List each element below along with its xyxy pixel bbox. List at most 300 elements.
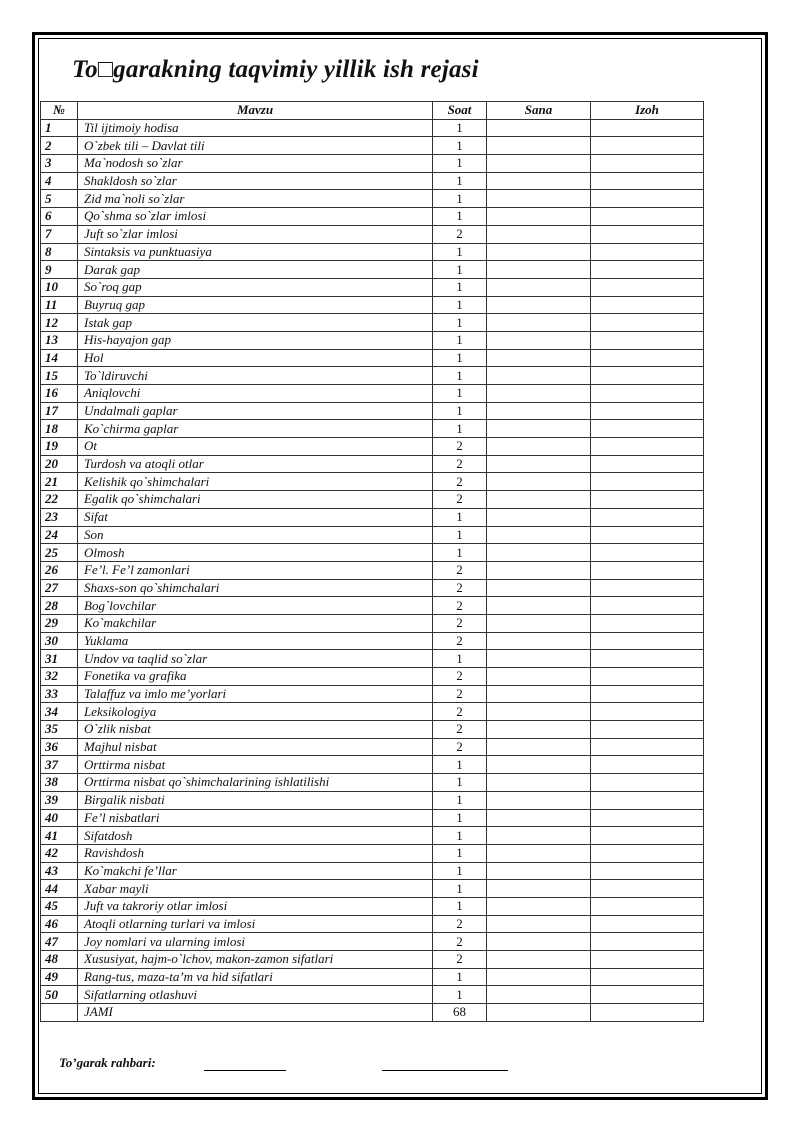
row-number: 30 — [41, 632, 78, 650]
row-number: 24 — [41, 526, 78, 544]
row-date — [487, 208, 591, 226]
row-topic: Leksikologiya — [78, 703, 433, 721]
row-date — [487, 703, 591, 721]
row-note — [591, 968, 704, 986]
row-note — [591, 703, 704, 721]
row-number: 11 — [41, 296, 78, 314]
table-row — [41, 438, 704, 456]
row-note — [591, 668, 704, 686]
row-number: 16 — [41, 385, 78, 403]
table-row — [41, 473, 704, 491]
row-note — [591, 172, 704, 190]
row-date — [487, 756, 591, 774]
row-date — [487, 331, 591, 349]
row-date — [487, 455, 591, 473]
row-hours: 1 — [433, 968, 487, 986]
row-date — [487, 544, 591, 562]
row-topic: Darak gap — [78, 261, 433, 279]
row-date — [487, 844, 591, 862]
row-hours: 1 — [433, 756, 487, 774]
row-date — [487, 614, 591, 632]
header-number: № — [41, 102, 78, 120]
row-note — [591, 349, 704, 367]
row-note — [591, 632, 704, 650]
row-topic: Fe’l nisbatlari — [78, 809, 433, 827]
row-number: 42 — [41, 844, 78, 862]
table-row — [41, 933, 704, 951]
table-row — [41, 190, 704, 208]
row-hours: 1 — [433, 809, 487, 827]
row-topic: Ko`makchi fe’llar — [78, 862, 433, 880]
header-topic: Mavzu — [78, 102, 433, 120]
row-date — [487, 367, 591, 385]
row-date — [487, 438, 591, 456]
table-row — [41, 809, 704, 827]
row-note — [591, 137, 704, 155]
row-topic: Shakldosh so`zlar — [78, 172, 433, 190]
table-row — [41, 296, 704, 314]
row-topic: Kelishik qo`shimchalari — [78, 473, 433, 491]
row-number: 12 — [41, 314, 78, 332]
row-topic: Bog`lovchilar — [78, 597, 433, 615]
row-date — [487, 862, 591, 880]
row-date — [487, 349, 591, 367]
row-hours: 2 — [433, 561, 487, 579]
row-number: 5 — [41, 190, 78, 208]
row-topic: Sifat — [78, 508, 433, 526]
row-number: 39 — [41, 791, 78, 809]
row-number: 46 — [41, 915, 78, 933]
row-hours: 2 — [433, 225, 487, 243]
table-row — [41, 668, 704, 686]
row-date — [487, 119, 591, 137]
table-header-row — [41, 102, 704, 120]
row-hours: 1 — [433, 208, 487, 226]
table-row — [41, 579, 704, 597]
row-date — [487, 296, 591, 314]
header-hours: Soat — [433, 102, 487, 120]
row-number: 49 — [41, 968, 78, 986]
row-number: 29 — [41, 614, 78, 632]
row-hours: 1 — [433, 137, 487, 155]
row-note — [591, 650, 704, 668]
row-hours: 2 — [433, 632, 487, 650]
row-hours: 1 — [433, 650, 487, 668]
row-hours: 1 — [433, 119, 487, 137]
row-topic: Shaxs-son qo`shimchalari — [78, 579, 433, 597]
table-row — [41, 526, 704, 544]
signature-line — [204, 1070, 286, 1071]
total-number — [41, 1004, 78, 1022]
row-number: 7 — [41, 225, 78, 243]
row-number: 4 — [41, 172, 78, 190]
row-topic: Aniqlovchi — [78, 385, 433, 403]
row-topic: Undalmali gaplar — [78, 402, 433, 420]
row-hours: 1 — [433, 791, 487, 809]
row-topic: Ma`nodosh so`zlar — [78, 155, 433, 173]
table-row — [41, 915, 704, 933]
row-date — [487, 385, 591, 403]
row-date — [487, 155, 591, 173]
table-row — [41, 632, 704, 650]
row-date — [487, 225, 591, 243]
row-number: 22 — [41, 491, 78, 509]
row-note — [591, 243, 704, 261]
row-note — [591, 791, 704, 809]
row-hours: 2 — [433, 668, 487, 686]
row-date — [487, 951, 591, 969]
row-date — [487, 738, 591, 756]
row-note — [591, 561, 704, 579]
page-title: To□garakning taqvimiy yillik ish rejasi — [72, 56, 479, 83]
row-number: 9 — [41, 261, 78, 279]
table-row — [41, 561, 704, 579]
table-row — [41, 225, 704, 243]
row-hours: 1 — [433, 296, 487, 314]
table-row — [41, 544, 704, 562]
table-row — [41, 331, 704, 349]
table-row — [41, 703, 704, 721]
row-number: 26 — [41, 561, 78, 579]
row-topic: Birgalik nisbati — [78, 791, 433, 809]
row-date — [487, 137, 591, 155]
row-note — [591, 420, 704, 438]
row-number: 3 — [41, 155, 78, 173]
table-row — [41, 774, 704, 792]
table-row — [41, 491, 704, 509]
table-row — [41, 827, 704, 845]
row-date — [487, 402, 591, 420]
row-note — [591, 278, 704, 296]
table-row — [41, 402, 704, 420]
table-row — [41, 508, 704, 526]
table-row — [41, 650, 704, 668]
row-date — [487, 774, 591, 792]
row-hours: 2 — [433, 915, 487, 933]
row-hours: 1 — [433, 172, 487, 190]
row-note — [591, 225, 704, 243]
row-note — [591, 721, 704, 739]
row-date — [487, 986, 591, 1004]
row-note — [591, 402, 704, 420]
row-date — [487, 597, 591, 615]
row-note — [591, 314, 704, 332]
row-note — [591, 614, 704, 632]
row-note — [591, 367, 704, 385]
row-hours: 1 — [433, 155, 487, 173]
row-note — [591, 331, 704, 349]
row-topic: Orttirma nisbat — [78, 756, 433, 774]
row-date — [487, 827, 591, 845]
table-row — [41, 897, 704, 915]
row-date — [487, 933, 591, 951]
table-row — [41, 968, 704, 986]
row-hours: 2 — [433, 703, 487, 721]
table-row — [41, 420, 704, 438]
row-hours: 2 — [433, 738, 487, 756]
row-date — [487, 968, 591, 986]
table-row — [41, 208, 704, 226]
row-number: 37 — [41, 756, 78, 774]
row-topic: So`roq gap — [78, 278, 433, 296]
row-note — [591, 385, 704, 403]
row-number: 43 — [41, 862, 78, 880]
row-date — [487, 809, 591, 827]
row-note — [591, 597, 704, 615]
row-hours: 1 — [433, 331, 487, 349]
row-note — [591, 455, 704, 473]
table-row — [41, 119, 704, 137]
row-note — [591, 296, 704, 314]
row-topic: To`ldiruvchi — [78, 367, 433, 385]
row-hours: 1 — [433, 190, 487, 208]
row-topic: Joy nomlari va ularning imlosi — [78, 933, 433, 951]
row-hours: 1 — [433, 774, 487, 792]
table-row — [41, 314, 704, 332]
row-date — [487, 791, 591, 809]
row-topic: Buyruq gap — [78, 296, 433, 314]
row-hours: 1 — [433, 862, 487, 880]
row-number: 35 — [41, 721, 78, 739]
row-date — [487, 473, 591, 491]
row-date — [487, 721, 591, 739]
row-topic: Ravishdosh — [78, 844, 433, 862]
table-row — [41, 738, 704, 756]
row-hours: 1 — [433, 402, 487, 420]
row-hours: 1 — [433, 278, 487, 296]
row-hours: 1 — [433, 243, 487, 261]
table-body — [41, 119, 704, 1021]
row-number: 48 — [41, 951, 78, 969]
row-hours: 1 — [433, 544, 487, 562]
row-topic: O`zlik nisbat — [78, 721, 433, 739]
row-topic: Egalik qo`shimchalari — [78, 491, 433, 509]
table-row — [41, 137, 704, 155]
row-note — [591, 155, 704, 173]
row-date — [487, 508, 591, 526]
row-date — [487, 243, 591, 261]
row-topic: Til ijtimoiy hodisa — [78, 119, 433, 137]
row-topic: His-hayajon gap — [78, 331, 433, 349]
table-row — [41, 455, 704, 473]
row-number: 13 — [41, 331, 78, 349]
row-number: 17 — [41, 402, 78, 420]
row-topic: Majhul nisbat — [78, 738, 433, 756]
row-note — [591, 190, 704, 208]
row-date — [487, 314, 591, 332]
table-row — [41, 685, 704, 703]
row-number: 28 — [41, 597, 78, 615]
table-row — [41, 367, 704, 385]
row-note — [591, 579, 704, 597]
row-note — [591, 844, 704, 862]
row-number: 45 — [41, 897, 78, 915]
row-number: 32 — [41, 668, 78, 686]
row-date — [487, 491, 591, 509]
row-topic: Zid ma`noli so`zlar — [78, 190, 433, 208]
table-row — [41, 986, 704, 1004]
row-topic: Son — [78, 526, 433, 544]
row-date — [487, 172, 591, 190]
row-number: 1 — [41, 119, 78, 137]
row-hours: 2 — [433, 721, 487, 739]
row-hours: 2 — [433, 438, 487, 456]
row-number: 19 — [41, 438, 78, 456]
row-date — [487, 897, 591, 915]
row-hours: 2 — [433, 491, 487, 509]
total-row — [41, 1004, 704, 1022]
total-note — [591, 1004, 704, 1022]
row-topic: Rang-tus, maza-ta’m va hid sifatlari — [78, 968, 433, 986]
row-date — [487, 579, 591, 597]
row-topic: Ko`chirma gaplar — [78, 420, 433, 438]
row-number: 47 — [41, 933, 78, 951]
row-note — [591, 951, 704, 969]
table-row — [41, 862, 704, 880]
row-topic: Xususiyat, hajm-o`lchov, makon-zamon sifatlari — [78, 951, 433, 969]
row-hours: 1 — [433, 261, 487, 279]
row-date — [487, 261, 591, 279]
row-date — [487, 561, 591, 579]
row-topic: Ot — [78, 438, 433, 456]
name-line — [382, 1070, 508, 1071]
row-number: 10 — [41, 278, 78, 296]
header-note: Izoh — [591, 102, 704, 120]
row-number: 33 — [41, 685, 78, 703]
row-topic: Juft va takroriy otlar imlosi — [78, 897, 433, 915]
row-number: 40 — [41, 809, 78, 827]
table-row — [41, 155, 704, 173]
row-number: 6 — [41, 208, 78, 226]
row-topic: Olmosh — [78, 544, 433, 562]
row-note — [591, 508, 704, 526]
row-date — [487, 420, 591, 438]
row-number: 50 — [41, 986, 78, 1004]
row-date — [487, 880, 591, 898]
row-note — [591, 862, 704, 880]
row-number: 27 — [41, 579, 78, 597]
row-note — [591, 933, 704, 951]
row-topic: Juft so`zlar imlosi — [78, 225, 433, 243]
row-hours: 1 — [433, 420, 487, 438]
table-row — [41, 349, 704, 367]
row-number: 21 — [41, 473, 78, 491]
row-note — [591, 491, 704, 509]
row-hours: 1 — [433, 897, 487, 915]
row-hours: 1 — [433, 526, 487, 544]
row-date — [487, 915, 591, 933]
row-number: 14 — [41, 349, 78, 367]
table-row — [41, 880, 704, 898]
row-note — [591, 738, 704, 756]
row-note — [591, 880, 704, 898]
row-date — [487, 685, 591, 703]
row-topic: Hol — [78, 349, 433, 367]
row-hours: 1 — [433, 986, 487, 1004]
header-date: Sana — [487, 102, 591, 120]
row-date — [487, 632, 591, 650]
row-note — [591, 473, 704, 491]
table-row — [41, 756, 704, 774]
row-note — [591, 774, 704, 792]
row-hours: 2 — [433, 579, 487, 597]
row-date — [487, 650, 591, 668]
row-hours: 1 — [433, 844, 487, 862]
row-topic: Istak gap — [78, 314, 433, 332]
table-row — [41, 385, 704, 403]
row-number: 23 — [41, 508, 78, 526]
row-topic: Xabar mayli — [78, 880, 433, 898]
row-hours: 1 — [433, 385, 487, 403]
row-topic: Atoqli otlarning turlari va imlosi — [78, 915, 433, 933]
row-topic: Undov va taqlid so`zlar — [78, 650, 433, 668]
row-note — [591, 809, 704, 827]
row-hours: 1 — [433, 508, 487, 526]
row-number: 15 — [41, 367, 78, 385]
row-topic: Talaffuz va imlo me’yorlari — [78, 685, 433, 703]
row-number: 20 — [41, 455, 78, 473]
row-topic: Qo`shma so`zlar imlosi — [78, 208, 433, 226]
table-row — [41, 721, 704, 739]
table-row — [41, 951, 704, 969]
row-hours: 1 — [433, 880, 487, 898]
leader-label: To’garak rahbari: — [59, 1055, 156, 1070]
row-note — [591, 526, 704, 544]
row-topic: Ko`makchilar — [78, 614, 433, 632]
row-note — [591, 261, 704, 279]
row-topic: Fonetika va grafika — [78, 668, 433, 686]
row-hours: 1 — [433, 349, 487, 367]
row-note — [591, 544, 704, 562]
row-topic: Yuklama — [78, 632, 433, 650]
table-row — [41, 597, 704, 615]
row-hours: 2 — [433, 455, 487, 473]
total-hours: 68 — [433, 1004, 487, 1022]
row-hours: 2 — [433, 933, 487, 951]
row-hours: 2 — [433, 951, 487, 969]
row-number: 44 — [41, 880, 78, 898]
total-date — [487, 1004, 591, 1022]
row-hours: 1 — [433, 367, 487, 385]
row-number: 36 — [41, 738, 78, 756]
row-number: 31 — [41, 650, 78, 668]
table-row — [41, 844, 704, 862]
row-hours: 2 — [433, 614, 487, 632]
row-topic: Sifatlarning otlashuvi — [78, 986, 433, 1004]
row-note — [591, 915, 704, 933]
row-note — [591, 119, 704, 137]
plan-table — [40, 101, 704, 1022]
row-hours: 1 — [433, 314, 487, 332]
row-number: 2 — [41, 137, 78, 155]
row-hours: 1 — [433, 827, 487, 845]
table-row — [41, 614, 704, 632]
row-number: 25 — [41, 544, 78, 562]
row-number: 41 — [41, 827, 78, 845]
table-row — [41, 278, 704, 296]
row-hours: 2 — [433, 597, 487, 615]
row-date — [487, 668, 591, 686]
table-row — [41, 791, 704, 809]
row-note — [591, 986, 704, 1004]
total-label: JAMI — [78, 1004, 433, 1022]
table-row — [41, 172, 704, 190]
row-note — [591, 756, 704, 774]
row-topic: Orttirma nisbat qo`shimchalarining ishlatilishi — [78, 774, 433, 792]
row-note — [591, 827, 704, 845]
row-note — [591, 438, 704, 456]
row-topic: Sintaksis va punktuasiya — [78, 243, 433, 261]
